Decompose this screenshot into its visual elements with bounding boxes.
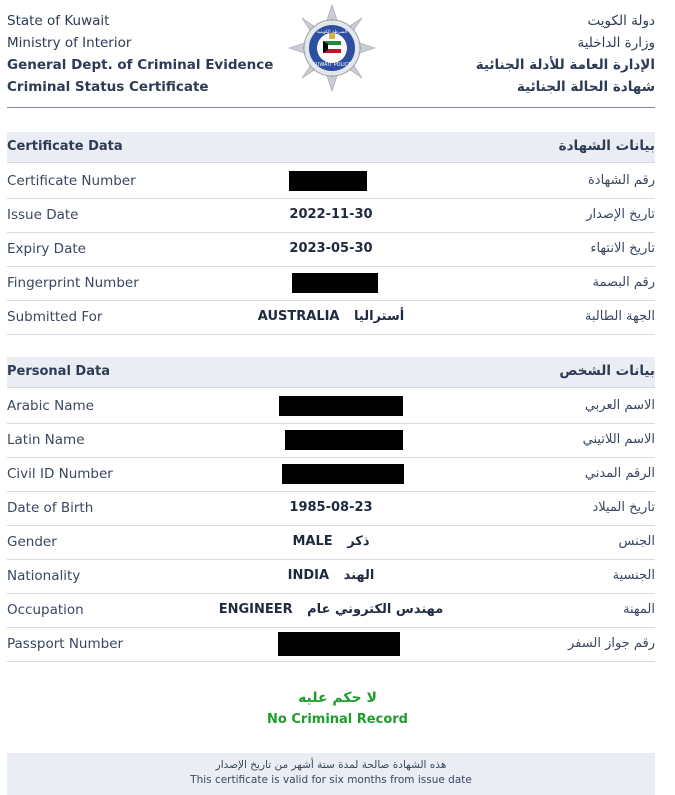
field-label-en: Gender	[7, 534, 57, 550]
state-name-ar: دولة الكويت	[587, 13, 655, 29]
row-civil-id-number	[7, 457, 655, 492]
validity-note-en: This certificate is valid for six months from issue date	[190, 774, 472, 786]
field-value: 1985-08-23	[289, 500, 373, 515]
field-label-en: Latin Name	[7, 432, 85, 448]
field-label-en: Fingerprint Number	[7, 275, 139, 291]
value-en: MALE	[292, 534, 333, 549]
field-value	[7, 568, 655, 583]
header-right	[395, 10, 655, 98]
department-name-en: General Dept. of Criminal Evidence	[7, 57, 274, 73]
field-label-ar: الجنس	[618, 534, 655, 549]
section-title-ar: بيانات الشخص	[559, 363, 655, 379]
section-title-ar: بيانات الشهادة	[558, 138, 655, 154]
personal-data-header	[7, 357, 655, 388]
field-value	[7, 309, 655, 324]
header-divider	[7, 107, 655, 108]
row-arabic-name	[7, 389, 655, 424]
value-en: AUSTRALIA	[257, 309, 340, 324]
field-label-en: Civil ID Number	[7, 466, 113, 482]
validity-note	[7, 753, 655, 795]
redacted-value	[292, 273, 378, 293]
row-submitted-for	[7, 300, 655, 335]
field-label-en: Certificate Number	[7, 173, 136, 189]
field-value: 2022-11-30	[289, 207, 373, 222]
row-occupation	[7, 593, 655, 628]
certificate-title-en: Criminal Status Certificate	[7, 79, 209, 95]
value-en: ENGINEER	[218, 602, 293, 617]
redacted-value	[279, 396, 403, 416]
value-ar: ذكر	[347, 534, 370, 549]
field-label-ar: الرقم المدني	[584, 466, 655, 481]
verdict-en: No Criminal Record	[267, 712, 408, 727]
field-label-ar: تاريخ الانتهاء	[590, 241, 655, 256]
svg-text:الشرطة الكويتية: الشرطة الكويتية	[316, 30, 348, 35]
kuwait-police-emblem-icon	[287, 3, 377, 93]
field-label-ar: رقم البصمة	[592, 275, 655, 290]
row-passport-number	[7, 627, 655, 662]
svg-text:KUWAIT POLICE: KUWAIT POLICE	[312, 62, 352, 68]
field-label-ar: الجنسية	[612, 568, 655, 583]
verdict-ar: لا حكم عليه	[298, 690, 377, 706]
field-label-en: Nationality	[7, 568, 81, 584]
row-issue-date	[7, 198, 655, 233]
row-certificate-number	[7, 164, 655, 199]
value-ar: أستراليا	[354, 309, 405, 324]
value-ar: مهندس الكتروني عام	[307, 602, 444, 617]
value-en: INDIA	[287, 568, 330, 583]
row-nationality	[7, 559, 655, 594]
ministry-name-ar: وزارة الداخلية	[577, 35, 655, 51]
certificate-title-ar: شهادة الحالة الجنائية	[516, 79, 655, 95]
ministry-name-en: Ministry of Interior	[7, 35, 132, 51]
field-label-ar: رقم جواز السفر	[568, 636, 655, 651]
redacted-value	[282, 464, 404, 484]
header-left	[7, 10, 274, 98]
field-label-en: Arabic Name	[7, 398, 94, 414]
field-label-ar: المهنة	[623, 602, 655, 617]
field-value	[7, 602, 655, 617]
section-title-en: Certificate Data	[7, 139, 123, 154]
validity-note-ar: هذه الشهادة صالحة لمدة ستة أشهر من تاريخ الإصدار	[215, 759, 447, 771]
row-gender	[7, 525, 655, 560]
redacted-value	[289, 171, 367, 191]
field-label-en: Issue Date	[7, 207, 79, 223]
row-date-of-birth	[7, 491, 655, 526]
row-latin-name	[7, 423, 655, 458]
field-label-ar: الاسم اللاتيني	[582, 432, 655, 447]
field-label-ar: تاريخ الإصدار	[586, 207, 655, 222]
field-label-ar: الجهة الطالبة	[584, 309, 655, 324]
redacted-value	[278, 632, 400, 656]
department-name-ar: الإدارة العامة للأدلة الجنائية	[475, 57, 655, 73]
row-fingerprint-number	[7, 266, 655, 301]
field-label-en: Expiry Date	[7, 241, 86, 257]
field-label-en: Passport Number	[7, 636, 124, 652]
field-label-ar: الاسم العربي	[584, 398, 655, 413]
field-value	[7, 534, 655, 549]
field-value: 2023-05-30	[289, 241, 373, 256]
field-label-en: Date of Birth	[7, 500, 94, 516]
section-title-en: Personal Data	[7, 364, 110, 379]
field-label-en: Occupation	[7, 602, 84, 618]
field-label-en: Submitted For	[7, 309, 103, 325]
value-ar: الهند	[343, 568, 375, 583]
field-label-ar: تاريخ الميلاد	[592, 500, 655, 515]
redacted-value	[285, 430, 403, 450]
certificate-data-header	[7, 132, 655, 163]
state-name-en: State of Kuwait	[7, 13, 110, 29]
field-label-ar: رقم الشهادة	[588, 173, 655, 188]
row-expiry-date	[7, 232, 655, 267]
